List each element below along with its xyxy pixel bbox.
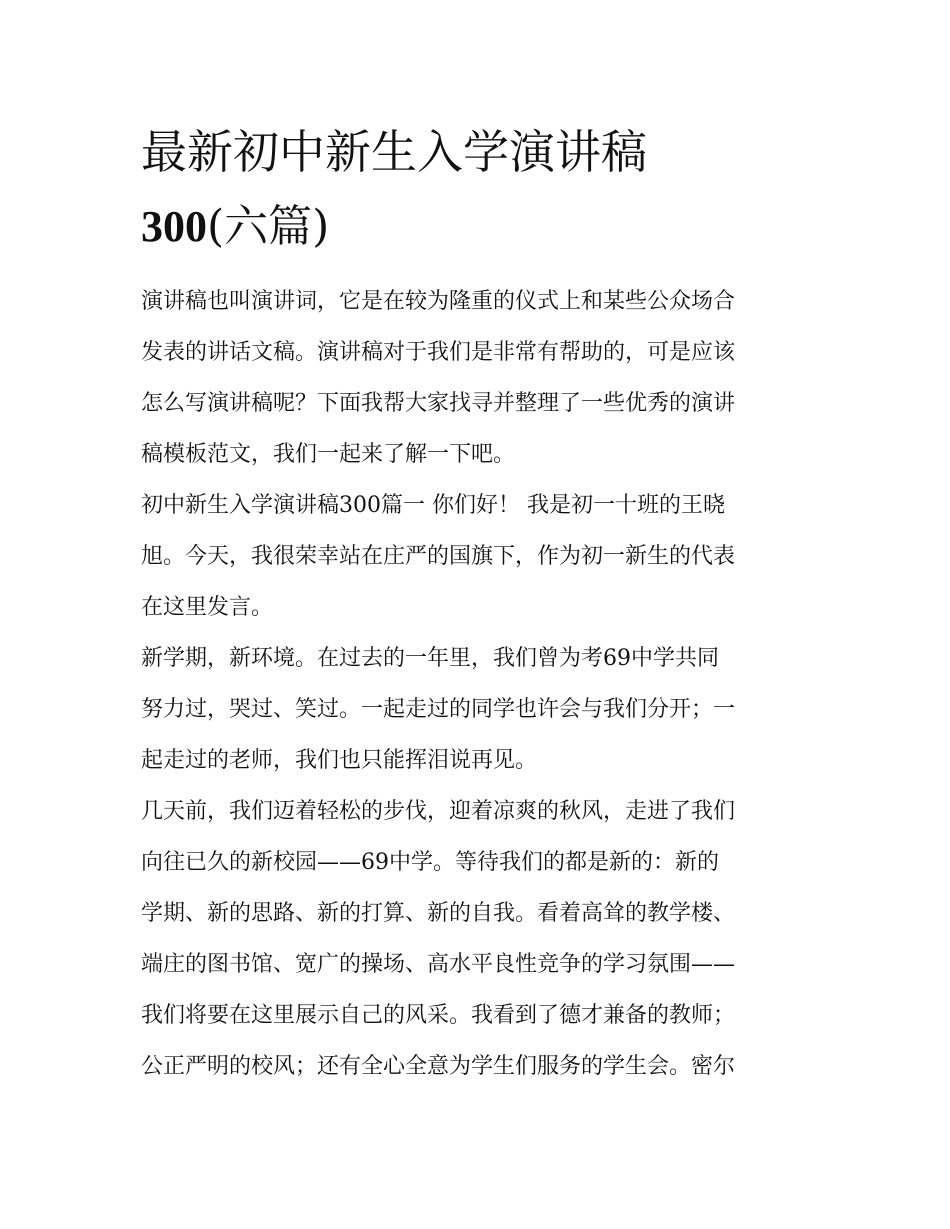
text-line: 端庄的图书馆、宽广的操场、高水平良性竞争的学习氛围—— xyxy=(141,952,736,977)
title-line-1: 最新初中新生入学演讲稿 xyxy=(141,125,647,179)
text-line: 公正严明的校风；还有全心全意为学生们服务的学生会。密尔 xyxy=(141,1054,736,1079)
text-line: 新学期，新环境。在过去的一年里，我们曾为考69中学共同 xyxy=(141,646,719,671)
text-line: 演讲稿也叫演讲词，它是在较为隆重的仪式上和某些公众场合 xyxy=(141,289,736,314)
text-line: 学期、新的思路、新的打算、新的自我。看着高耸的教学楼、 xyxy=(141,901,736,926)
paragraph-new-semester xyxy=(141,633,813,786)
text-line: 初中新生入学演讲稿300篇一 你们好！ 我是初一十班的王晓 xyxy=(141,493,725,518)
paragraph-intro xyxy=(141,276,813,480)
text-line: 在这里发言。 xyxy=(141,595,274,620)
title-number: 300 xyxy=(141,202,207,251)
text-line: 几天前，我们迈着轻松的步伐，迎着凉爽的秋风，走进了我们 xyxy=(141,799,736,824)
text-line: 努力过，哭过、笑过。一起走过的同学也许会与我们分开；一 xyxy=(141,697,736,722)
paragraph-speech-opening xyxy=(141,480,813,633)
title-line-2 xyxy=(141,192,821,262)
text-line: 旭。今天，我很荣幸站在庄严的国旗下，作为初一新生的代表 xyxy=(141,544,736,569)
title-suffix: (六篇) xyxy=(207,201,330,252)
text-line: 起走过的老师，我们也只能挥泪说再见。 xyxy=(141,748,538,773)
text-line: 我们将要在这里展示自己的风采。我看到了德才兼备的教师； xyxy=(141,1003,736,1028)
text-line: 怎么写演讲稿呢？下面我帮大家找寻并整理了一些优秀的演讲 xyxy=(141,391,736,416)
text-line: 向往已久的新校园——69中学。等待我们的都是新的：新的 xyxy=(141,850,719,875)
text-line: 稿模板范文，我们一起来了解一下吧。 xyxy=(141,442,516,467)
paragraph-new-campus xyxy=(141,786,813,1092)
document-title xyxy=(141,112,821,262)
text-line: 发表的讲话文稿。演讲稿对于我们是非常有帮助的，可是应该 xyxy=(141,340,736,365)
document-body xyxy=(141,276,813,1092)
